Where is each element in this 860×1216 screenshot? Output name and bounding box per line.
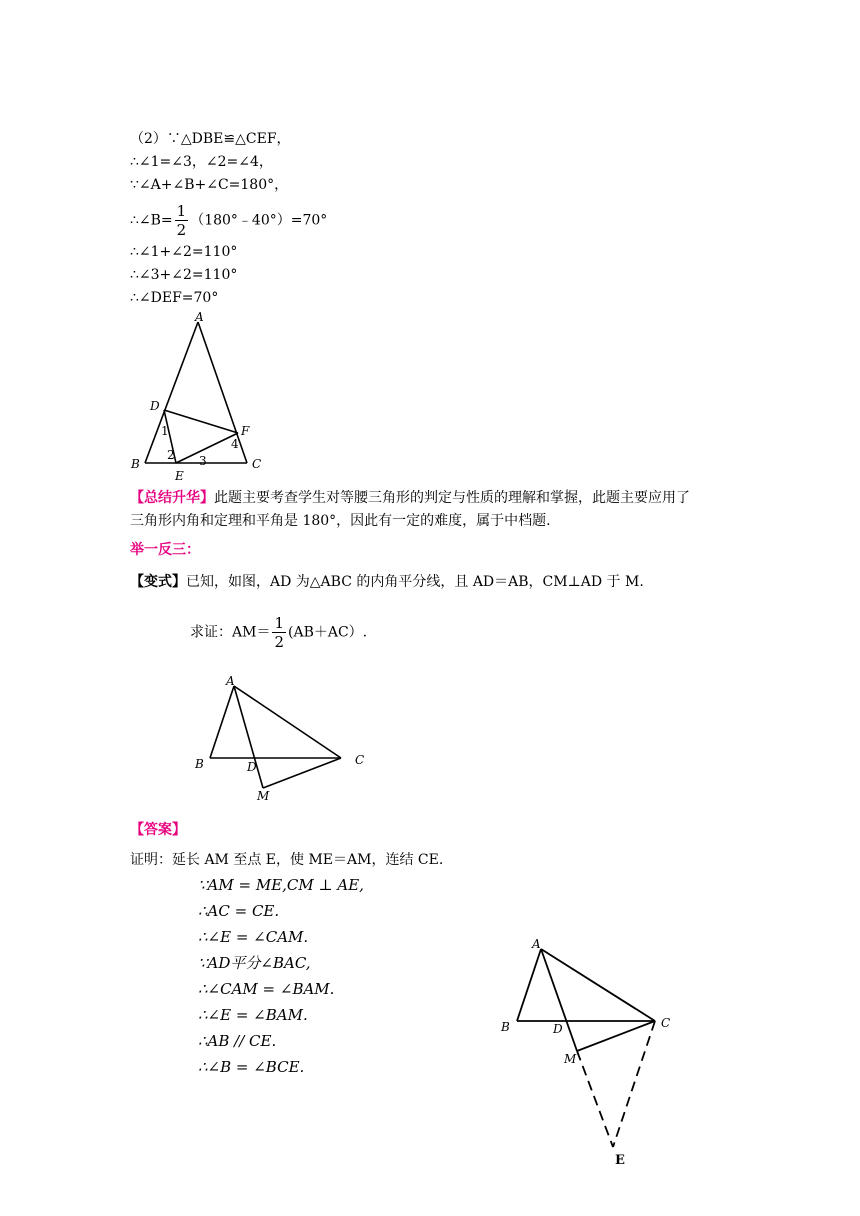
solution-line-7: ∴∠DEF=70°: [130, 290, 219, 306]
figure-triangle-def: [125, 305, 275, 483]
variant-heading: 举一反三：: [130, 542, 200, 558]
proof-line-3: ∴∠E = ∠CAM.: [198, 928, 309, 946]
prove-expression: (AB＋AC）.: [288, 624, 368, 641]
solution-line-3: ∵∠A+∠B+∠C=180°，: [130, 177, 289, 193]
solution-line-1: （2）∵△DBE≌△CEF，: [130, 131, 291, 147]
proof-line-1: ∵AM = ME,CM ⊥ AE,: [198, 876, 364, 894]
proof-line-2: ∴AC = CE.: [198, 902, 280, 920]
prove-fraction: [272, 614, 286, 651]
label-b: B: [195, 757, 204, 771]
variant-text: 已知，如图，AD 为△ABC 的内角平分线，且 AD＝AB，CM⊥AD 于 M.: [186, 574, 644, 590]
label-e: E: [615, 1153, 625, 1168]
label-b: B: [501, 1020, 510, 1034]
proof-line-4: ∵AD平分∠BAC,: [198, 954, 311, 972]
summary-text-1: 此题主要考查学生对等腰三角形的判定与性质的理解和掌握，此题主要应用了: [214, 490, 690, 506]
label-d: D: [247, 760, 257, 774]
solution-line-5: ∴∠1+∠2=110°: [130, 244, 238, 260]
variant-tag: 【变式】: [130, 574, 186, 590]
label-d: D: [553, 1022, 563, 1036]
solution-line-2: ∴∠1=∠3，∠2=∠4，: [130, 154, 273, 170]
answer-intro: 证明：延长 AM 至点 E，使 ME＝AM，连结 CE.: [130, 852, 444, 868]
label-e: E: [175, 469, 184, 483]
proof-line-5: ∴∠CAM = ∠BAM.: [198, 980, 335, 998]
label-f: F: [241, 424, 250, 438]
prove-denominator: 2: [274, 633, 284, 651]
label-a: A: [226, 674, 235, 688]
label-d: D: [150, 399, 160, 413]
label-angle-2: 2: [167, 448, 175, 462]
solution-line-4: [130, 202, 327, 239]
proof-line-7: ∴AB // CE.: [198, 1032, 277, 1050]
answer-tag: 【答案】: [130, 822, 186, 838]
summary-line-1: [130, 488, 690, 508]
label-b: B: [131, 457, 140, 471]
label-a: A: [195, 310, 204, 324]
label-m: M: [257, 789, 270, 803]
fraction-numerator: 1: [176, 202, 187, 220]
label-c: C: [661, 1016, 671, 1030]
angle-b-label: ∴∠B=: [130, 212, 173, 229]
label-angle-1: 1: [161, 424, 169, 438]
prove-prefix: 求证：AM＝: [190, 624, 271, 641]
fraction-half: [175, 202, 189, 239]
label-angle-4: 4: [231, 437, 239, 451]
fraction-denominator: 2: [176, 221, 187, 239]
label-c: C: [355, 753, 365, 767]
prove-line: [190, 614, 367, 651]
label-m: M: [564, 1052, 577, 1066]
figure-proof: [495, 935, 685, 1170]
summary-line-2: 三角形内角和定理和平角是 180°，因此有一定的难度，属于中档题.: [130, 513, 551, 529]
label-a: A: [532, 937, 541, 951]
prove-numerator: 1: [274, 614, 284, 632]
solution-line-6: ∴∠3+∠2=110°: [130, 267, 238, 283]
figure-variant: [190, 672, 380, 807]
variant-line: [130, 572, 644, 592]
label-angle-3: 3: [199, 454, 207, 468]
proof-line-6: ∴∠E = ∠BAM.: [198, 1006, 308, 1024]
angle-b-expression: （180°﹣40°）=70°: [190, 212, 328, 229]
summary-tag: 【总结升华】: [130, 490, 214, 506]
proof-line-8: ∴∠B = ∠BCE.: [198, 1058, 305, 1076]
label-c: C: [252, 457, 262, 471]
